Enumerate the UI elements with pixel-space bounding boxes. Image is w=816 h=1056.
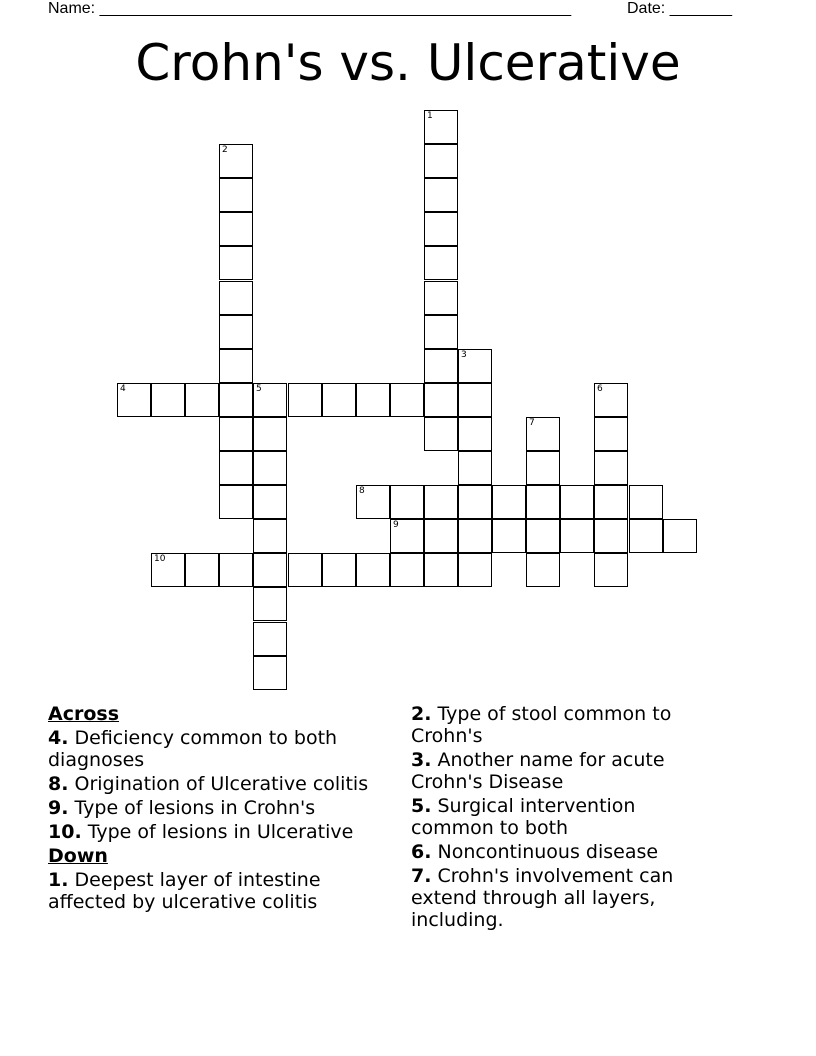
grid-cell[interactable]	[458, 417, 492, 451]
grid-cell[interactable]	[629, 485, 663, 519]
grid-cell[interactable]	[390, 519, 424, 553]
grid-cell[interactable]	[390, 485, 424, 519]
clue-down-2	[411, 703, 711, 747]
name-label: Name:	[48, 0, 96, 17]
clue-across-8	[48, 773, 398, 795]
grid-cell[interactable]	[219, 144, 253, 178]
grid-cell[interactable]	[424, 383, 458, 417]
grid-cell[interactable]	[492, 519, 526, 553]
clue-across-4	[48, 727, 398, 771]
clue-number-label: 2	[222, 145, 228, 155]
grid-cell[interactable]	[424, 417, 458, 451]
clue-text: Type of lesions in Crohn's	[74, 797, 316, 819]
grid-cell[interactable]	[560, 485, 594, 519]
grid-cell[interactable]	[253, 519, 287, 553]
grid-cell[interactable]	[253, 622, 287, 656]
grid-cell[interactable]	[219, 349, 253, 383]
grid-cell[interactable]	[526, 485, 560, 519]
grid-cell[interactable]	[560, 519, 594, 553]
clue-number-label: 4	[120, 384, 126, 394]
clue-number-label: 5	[256, 384, 262, 394]
clue-number: 1.	[48, 869, 69, 891]
date-blank[interactable]: _______	[669, 0, 732, 17]
page-title: Crohn's vs. Ulcerative	[135, 34, 681, 92]
grid-cell[interactable]	[219, 178, 253, 212]
grid-cell[interactable]	[219, 485, 253, 519]
clues-left-column	[48, 703, 398, 915]
grid-cell[interactable]	[594, 519, 628, 553]
grid-cell[interactable]	[424, 485, 458, 519]
clue-number-label: 3	[461, 350, 467, 360]
date-label: Date:	[627, 0, 666, 17]
grid-cell[interactable]	[219, 315, 253, 349]
clues-right-column	[411, 703, 711, 933]
grid-cell[interactable]	[594, 553, 628, 587]
name-blank[interactable]: _____________________________________________________	[99, 0, 572, 17]
clue-number: 8.	[48, 773, 69, 795]
grid-cell[interactable]	[253, 656, 287, 690]
grid-cell[interactable]	[526, 519, 560, 553]
clue-text: Crohn's involvement can extend through all layers, including.	[411, 865, 674, 931]
clue-across-9	[48, 797, 398, 819]
grid-cell[interactable]	[458, 451, 492, 485]
grid-cell[interactable]	[424, 349, 458, 383]
clue-text: Surgical intervention common to both	[411, 795, 636, 839]
grid-cell[interactable]	[219, 383, 253, 417]
grid-cell[interactable]	[458, 383, 492, 417]
grid-cell[interactable]	[117, 383, 151, 417]
grid-cell[interactable]	[356, 383, 390, 417]
clue-text: Deepest layer of intestine affected by ulcerative colitis	[48, 869, 321, 913]
grid-cell[interactable]	[253, 553, 287, 587]
grid-cell[interactable]	[629, 519, 663, 553]
clue-down-3	[411, 749, 711, 793]
grid-cell[interactable]	[458, 485, 492, 519]
clue-number-label: 6	[597, 384, 603, 394]
clue-number-label: 9	[393, 520, 399, 530]
clue-down-7	[411, 865, 711, 931]
clue-number-label: 1	[427, 111, 433, 121]
clue-text: Type of stool common to Crohn's	[411, 703, 672, 747]
grid-cell[interactable]	[492, 485, 526, 519]
grid-cell[interactable]	[594, 451, 628, 485]
grid-cell[interactable]	[253, 383, 287, 417]
clue-number: 10.	[48, 821, 82, 843]
grid-cell[interactable]	[253, 417, 287, 451]
clue-number-label: 8	[359, 486, 365, 496]
grid-cell[interactable]	[594, 485, 628, 519]
clue-number: 4.	[48, 727, 69, 749]
grid-cell[interactable]	[322, 383, 356, 417]
grid-cell[interactable]	[424, 144, 458, 178]
grid-cell[interactable]	[424, 246, 458, 280]
grid-cell[interactable]	[458, 553, 492, 587]
grid-cell[interactable]	[219, 451, 253, 485]
down-heading: Down	[48, 845, 108, 867]
clue-number-label: 7	[529, 418, 535, 428]
grid-cell[interactable]	[663, 519, 697, 553]
clue-number: 2.	[411, 703, 432, 725]
grid-cell[interactable]	[151, 553, 185, 587]
grid-cell[interactable]	[253, 485, 287, 519]
clue-number: 7.	[411, 865, 432, 887]
grid-cell[interactable]	[424, 212, 458, 246]
grid-cell[interactable]	[219, 212, 253, 246]
grid-cell[interactable]	[390, 553, 424, 587]
clue-text: Origination of Ulcerative colitis	[74, 773, 369, 795]
grid-cell[interactable]	[424, 281, 458, 315]
clue-text: Noncontinuous disease	[437, 841, 659, 863]
grid-cell[interactable]	[424, 110, 458, 144]
grid-cell[interactable]	[151, 383, 185, 417]
clue-number: 5.	[411, 795, 432, 817]
grid-cell[interactable]	[458, 519, 492, 553]
clue-text: Another name for acute Crohn's Disease	[411, 749, 665, 793]
grid-cell[interactable]	[526, 417, 560, 451]
grid-cell[interactable]	[424, 519, 458, 553]
grid-cell[interactable]	[288, 553, 322, 587]
grid-cell[interactable]	[219, 246, 253, 280]
grid-cell[interactable]	[253, 587, 287, 621]
grid-cell[interactable]	[594, 383, 628, 417]
grid-cell[interactable]	[219, 553, 253, 587]
clue-text: Type of lesions in Ulcerative	[87, 821, 354, 843]
grid-cell[interactable]	[526, 553, 560, 587]
grid-cell[interactable]	[458, 349, 492, 383]
clue-number: 9.	[48, 797, 69, 819]
clue-down-1	[48, 869, 398, 913]
clue-down-6	[411, 841, 711, 863]
across-heading: Across	[48, 703, 120, 725]
clue-number-label: 10	[154, 554, 166, 564]
grid-cell[interactable]	[424, 553, 458, 587]
grid-cell[interactable]	[185, 553, 219, 587]
clue-across-10	[48, 821, 398, 843]
grid-cell[interactable]	[185, 383, 219, 417]
clue-number: 6.	[411, 841, 432, 863]
grid-cell[interactable]	[219, 417, 253, 451]
grid-cell[interactable]	[526, 451, 560, 485]
grid-cell[interactable]	[322, 553, 356, 587]
grid-cell[interactable]	[594, 417, 628, 451]
grid-cell[interactable]	[424, 315, 458, 349]
grid-cell[interactable]	[356, 485, 390, 519]
grid-cell[interactable]	[219, 281, 253, 315]
grid-cell[interactable]	[253, 451, 287, 485]
grid-cell[interactable]	[356, 553, 390, 587]
grid-cell[interactable]	[390, 383, 424, 417]
clue-down-5	[411, 795, 711, 839]
grid-cell[interactable]	[424, 178, 458, 212]
clue-text: Deficiency common to both diagnoses	[48, 727, 338, 771]
grid-cell[interactable]	[288, 383, 322, 417]
clue-number: 3.	[411, 749, 432, 771]
